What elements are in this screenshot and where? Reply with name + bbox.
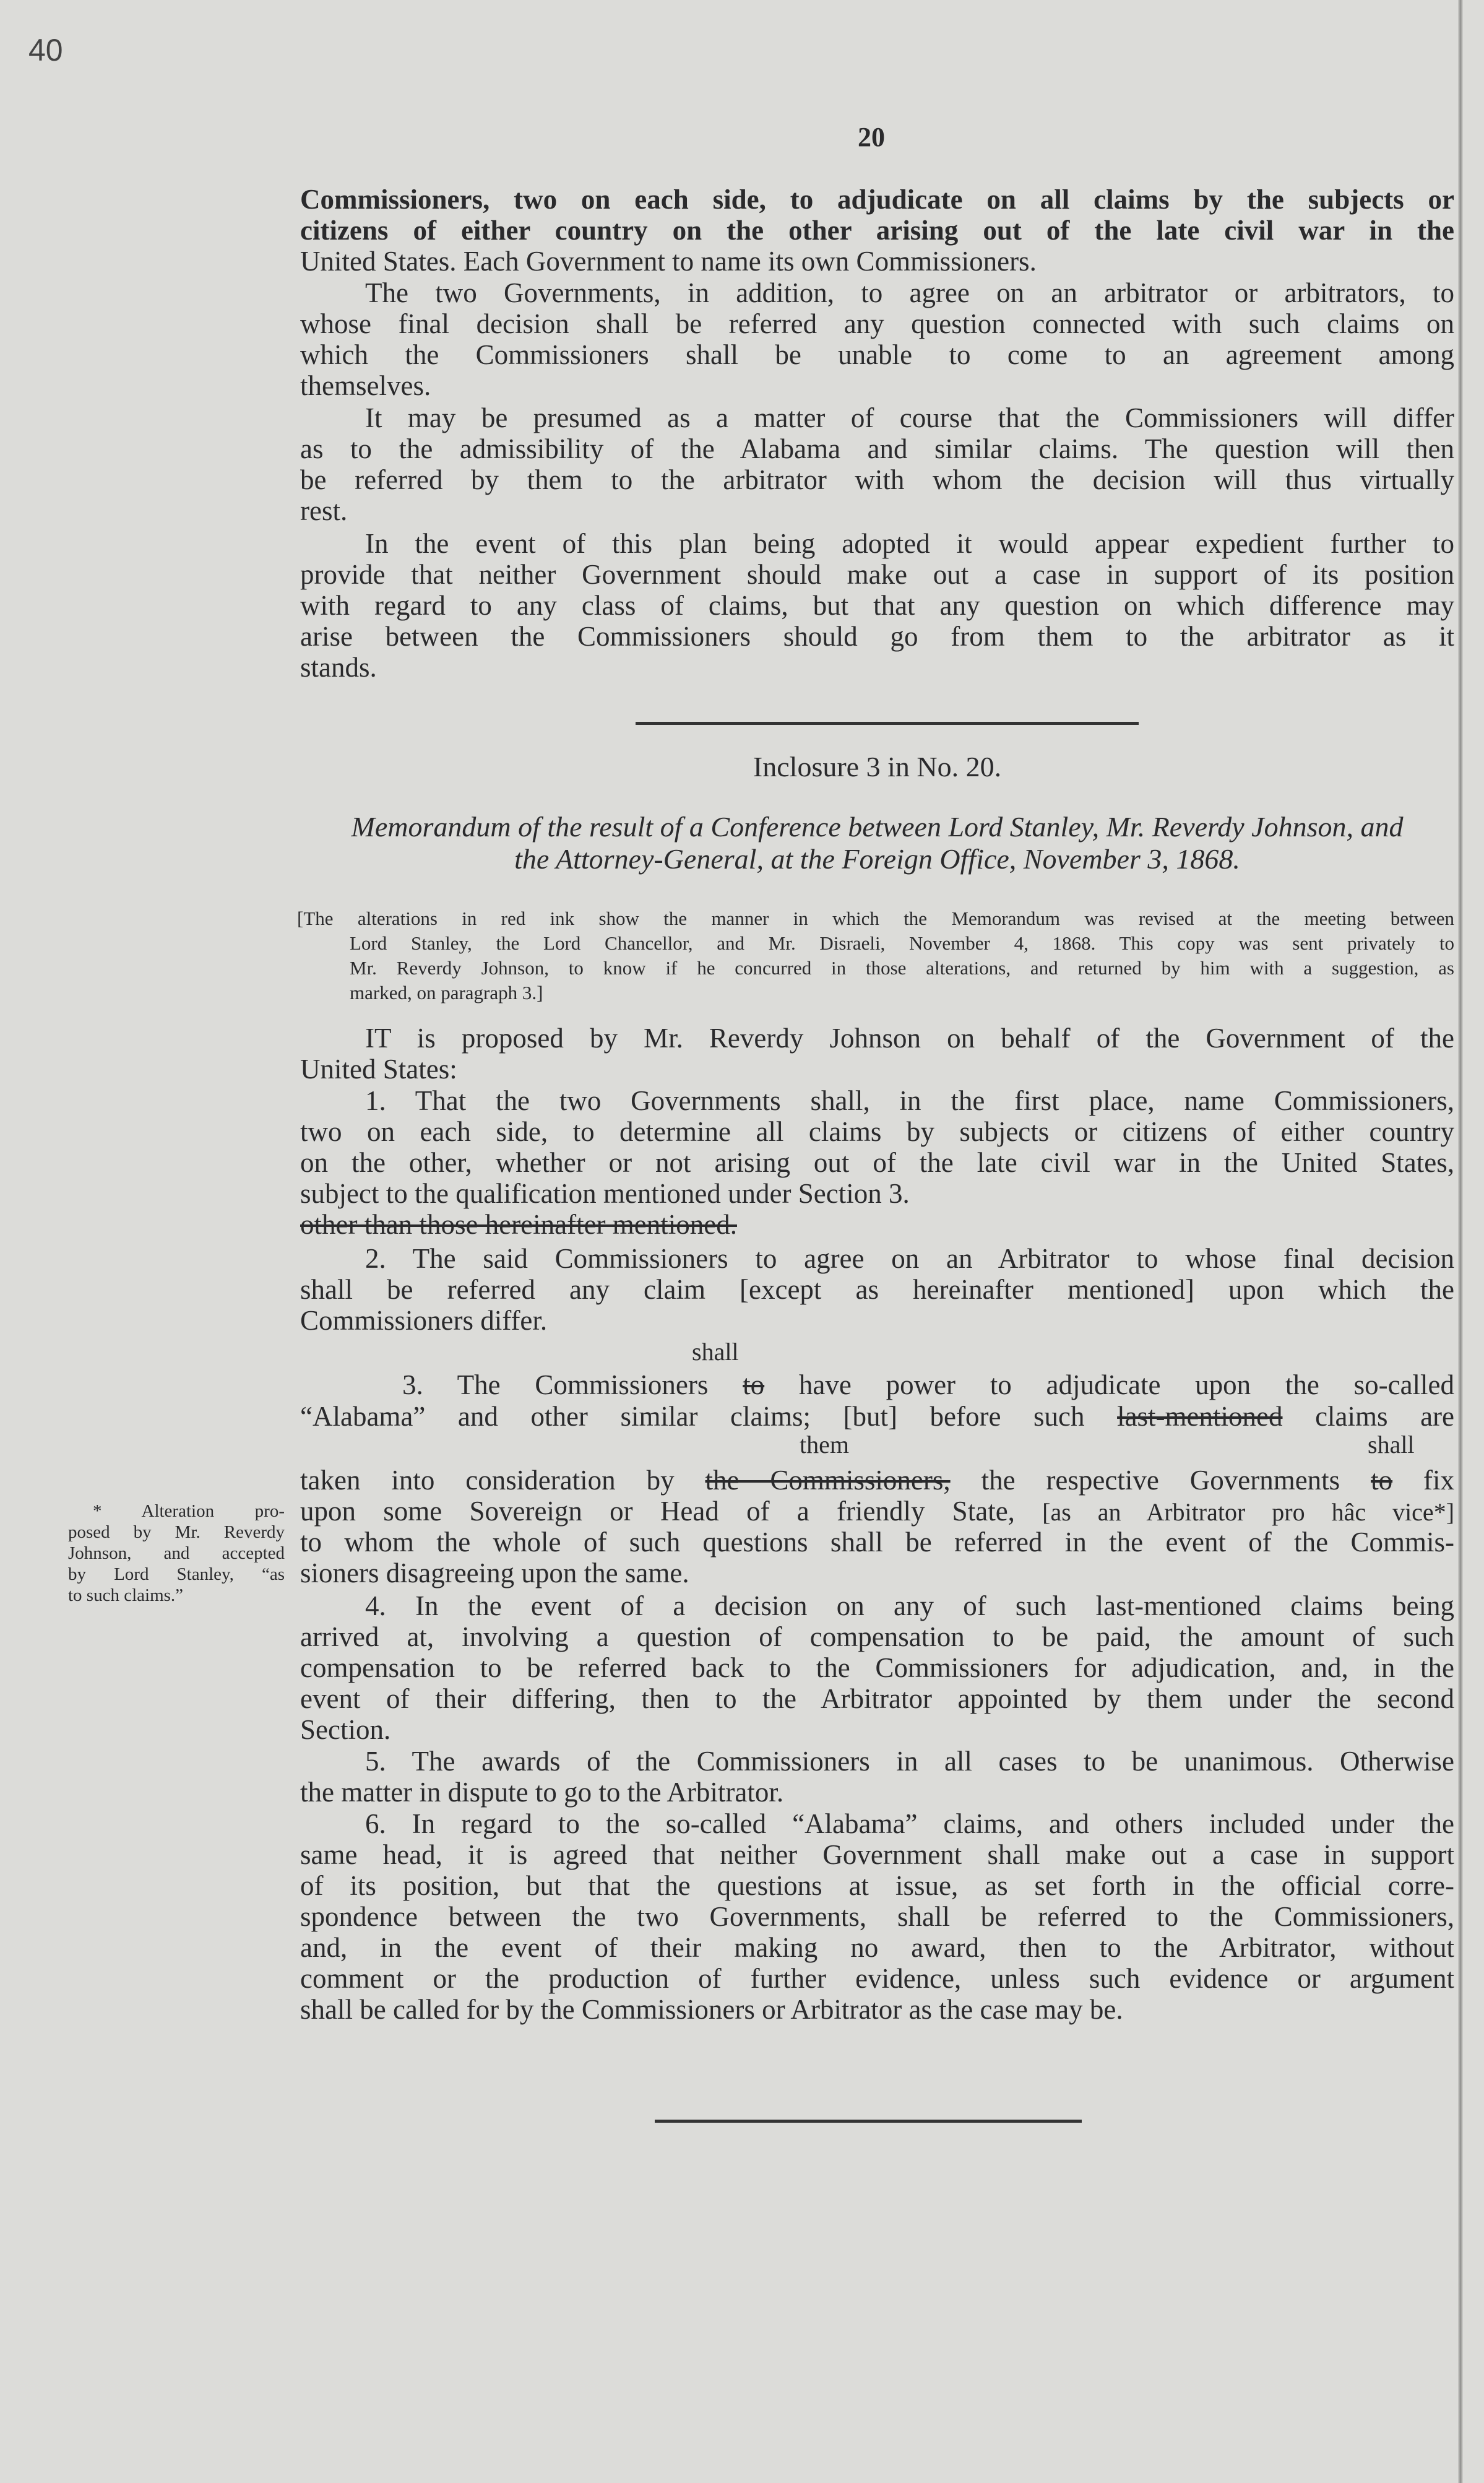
text-line: sioners disagreeing upon the same.: [300, 1558, 689, 1588]
struck-text-line: [300, 1209, 1454, 1240]
text-fragment: the respective Governments: [981, 1465, 1340, 1496]
margin-note-line: to such claims.”: [68, 1585, 184, 1605]
text-line: the matter in dispute to go to the Arbitrator.: [300, 1777, 784, 1808]
text-line: Commissioners differ.: [300, 1305, 548, 1336]
text-line: IT is proposed by Mr. Reverdy Johnson on behalf of the Government of the: [365, 1023, 1454, 1054]
text-line: It may be presumed as a matter of course that the Commissioners will differ: [365, 402, 1454, 433]
text-line: Commissioners, two on each side, to adjudicate on all claims by the subjects or: [300, 184, 1454, 215]
bracket-note-line: Lord Stanley, the Lord Chancellor, and Mr. Disraeli, November 4, 1868. This copy was sent privately to: [350, 932, 1454, 954]
margin-note-line: Johnson, and accepted: [68, 1543, 285, 1563]
text-line: United States. Each Government to name its own Commissioners.: [300, 246, 1037, 277]
text-line: [300, 1496, 1454, 1528]
interlinear-insertion: shall: [1368, 1431, 1415, 1458]
text-line: with regard to any class of claims, but that any question on which difference may: [300, 590, 1454, 621]
text-line: arise between the Commissioners should go from them to the arbitrator as it: [300, 621, 1454, 652]
text-line: United States:: [300, 1054, 457, 1085]
struck-text: other than those hereinafter mentioned.: [300, 1209, 737, 1240]
text-line: stands.: [300, 652, 377, 683]
text-line: same head, it is agreed that neither Government shall make out a case in support: [300, 1839, 1454, 1870]
text-fragment: “Alabama” and other similar claims; [but] before such: [300, 1401, 1085, 1432]
text-line: arrived at, involving a question of compensation to be paid, the amount of such: [300, 1621, 1454, 1652]
text-fragment: 3. The Commissioners: [402, 1369, 709, 1400]
text-fragment: have power to adjudicate upon the so-called: [798, 1369, 1455, 1400]
text-line: to whom the whole of such questions shall be referred in the event of the Commis-: [300, 1527, 1454, 1558]
text-line: In the event of this plan being adopted it would appear expedient further to: [365, 528, 1454, 559]
memo-title-line1: Memorandum of the result of a Conference between Lord Stanley, Mr. Reverdy Johnson, and: [351, 811, 1404, 843]
text-line: 1. That the two Governments shall, in the first place, name Commissioners,: [365, 1085, 1454, 1116]
text-line: 4. In the event of a decision on any of such last-mentioned claims being: [365, 1590, 1454, 1621]
margin-note-line: by Lord Stanley, “as: [68, 1564, 285, 1584]
margin-note-line: * Alteration pro-: [93, 1501, 285, 1521]
text-line: subject to the qualification mentioned under Section 3.: [300, 1178, 910, 1209]
struck-text: the Commissioners,: [705, 1465, 951, 1496]
text-line: [402, 1369, 1454, 1400]
interlinear-insertion: them: [800, 1431, 849, 1458]
handwritten-insertion: [as an Arbitrator pro hâc vice*]: [1042, 1498, 1455, 1526]
text-line: two on each side, to determine all claims by subjects or citizens of either country: [300, 1116, 1454, 1147]
page-edge-shadow: [1458, 0, 1463, 2483]
text-line: shall be referred any claim [except as hereinafter mentioned] upon which the: [300, 1274, 1454, 1305]
text-line: compensation to be referred back to the Commissioners for adjudication, and, in the: [300, 1652, 1454, 1683]
text-line: which the Commissioners shall be unable to come to an agreement among: [300, 339, 1454, 370]
memo-title-line2: the Attorney-General, at the Foreign Office, November 3, 1868.: [514, 843, 1240, 875]
text-line: [300, 1401, 1454, 1432]
struck-text: last-mentioned: [1117, 1401, 1283, 1432]
text-line: as to the admissibility of the Alabama and similar claims. The question will then: [300, 433, 1454, 464]
text-line: 2. The said Commissioners to agree on an Arbitrator to whose final decision: [365, 1243, 1454, 1274]
text-line: provide that neither Government should make out a case in support of its position: [300, 559, 1454, 590]
text-line: citizens of either country on the other arising out of the late civil war in the: [300, 215, 1454, 246]
text-line: event of their differing, then to the Arbitrator appointed by them under the second: [300, 1683, 1454, 1714]
text-line: whose final decision shall be referred any question connected with such claims on: [300, 308, 1454, 339]
margin-note: [68, 1501, 285, 1606]
text-line: spondence between the two Governments, shall be referred to the Commissioners,: [300, 1901, 1454, 1932]
struck-text: to: [743, 1369, 765, 1400]
text-line: and, in the event of their making no award, then to the Arbitrator, without: [300, 1932, 1454, 1963]
outer-page-number: 40: [28, 33, 63, 67]
text-line: on the other, whether or not arising out of the late civil war in the United States,: [300, 1147, 1454, 1178]
text-fragment: claims are: [1315, 1401, 1455, 1432]
bracket-note-line: [The alterations in red ink show the manner in which the Memorandum was revised at the meeting between: [297, 908, 1454, 929]
text-line: of its position, but that the questions at issue, as set forth in the official corre-: [300, 1870, 1454, 1901]
text-line: themselves.: [300, 370, 431, 401]
text-line: comment or the production of further evidence, unless such evidence or argument: [300, 1963, 1454, 1994]
text-line: shall be called for by the Commissioners or Arbitrator as the case may be.: [300, 1994, 1123, 2025]
text-line: [300, 1465, 1454, 1496]
text-line: be referred by them to the arbitrator with whom the decision will thus virtually: [300, 464, 1454, 495]
text-fragment: taken into consideration by: [300, 1465, 675, 1496]
text-line: Section.: [300, 1714, 391, 1745]
text-line: 6. In regard to the so-called “Alabama” claims, and others included under the: [365, 1808, 1454, 1839]
margin-note-line: posed by Mr. Reverdy: [68, 1522, 285, 1542]
interlinear-insertion: shall: [692, 1338, 739, 1366]
text-fragment: fix: [1423, 1465, 1455, 1496]
text-line: 5. The awards of the Commissioners in all cases to be unanimous. Otherwise: [365, 1746, 1454, 1777]
inclosure-heading: Inclosure 3 in No. 20.: [753, 751, 1002, 782]
inner-page-number: 20: [858, 122, 885, 152]
bracket-note-line: marked, on paragraph 3.]: [350, 982, 543, 1003]
closing-divider: [655, 2120, 1082, 2123]
text-fragment: upon some Sovereign or Head of a friendly State,: [300, 1496, 1015, 1527]
bracket-note-line: Mr. Reverdy Johnson, to know if he concurred in those alterations, and returned by him with a suggestion, as: [350, 957, 1454, 979]
section-divider: [636, 722, 1139, 725]
text-line: rest.: [300, 495, 348, 526]
text-line: The two Governments, in addition, to agree on an arbitrator or arbitrators, to: [365, 277, 1454, 308]
struck-text: to: [1371, 1465, 1393, 1496]
